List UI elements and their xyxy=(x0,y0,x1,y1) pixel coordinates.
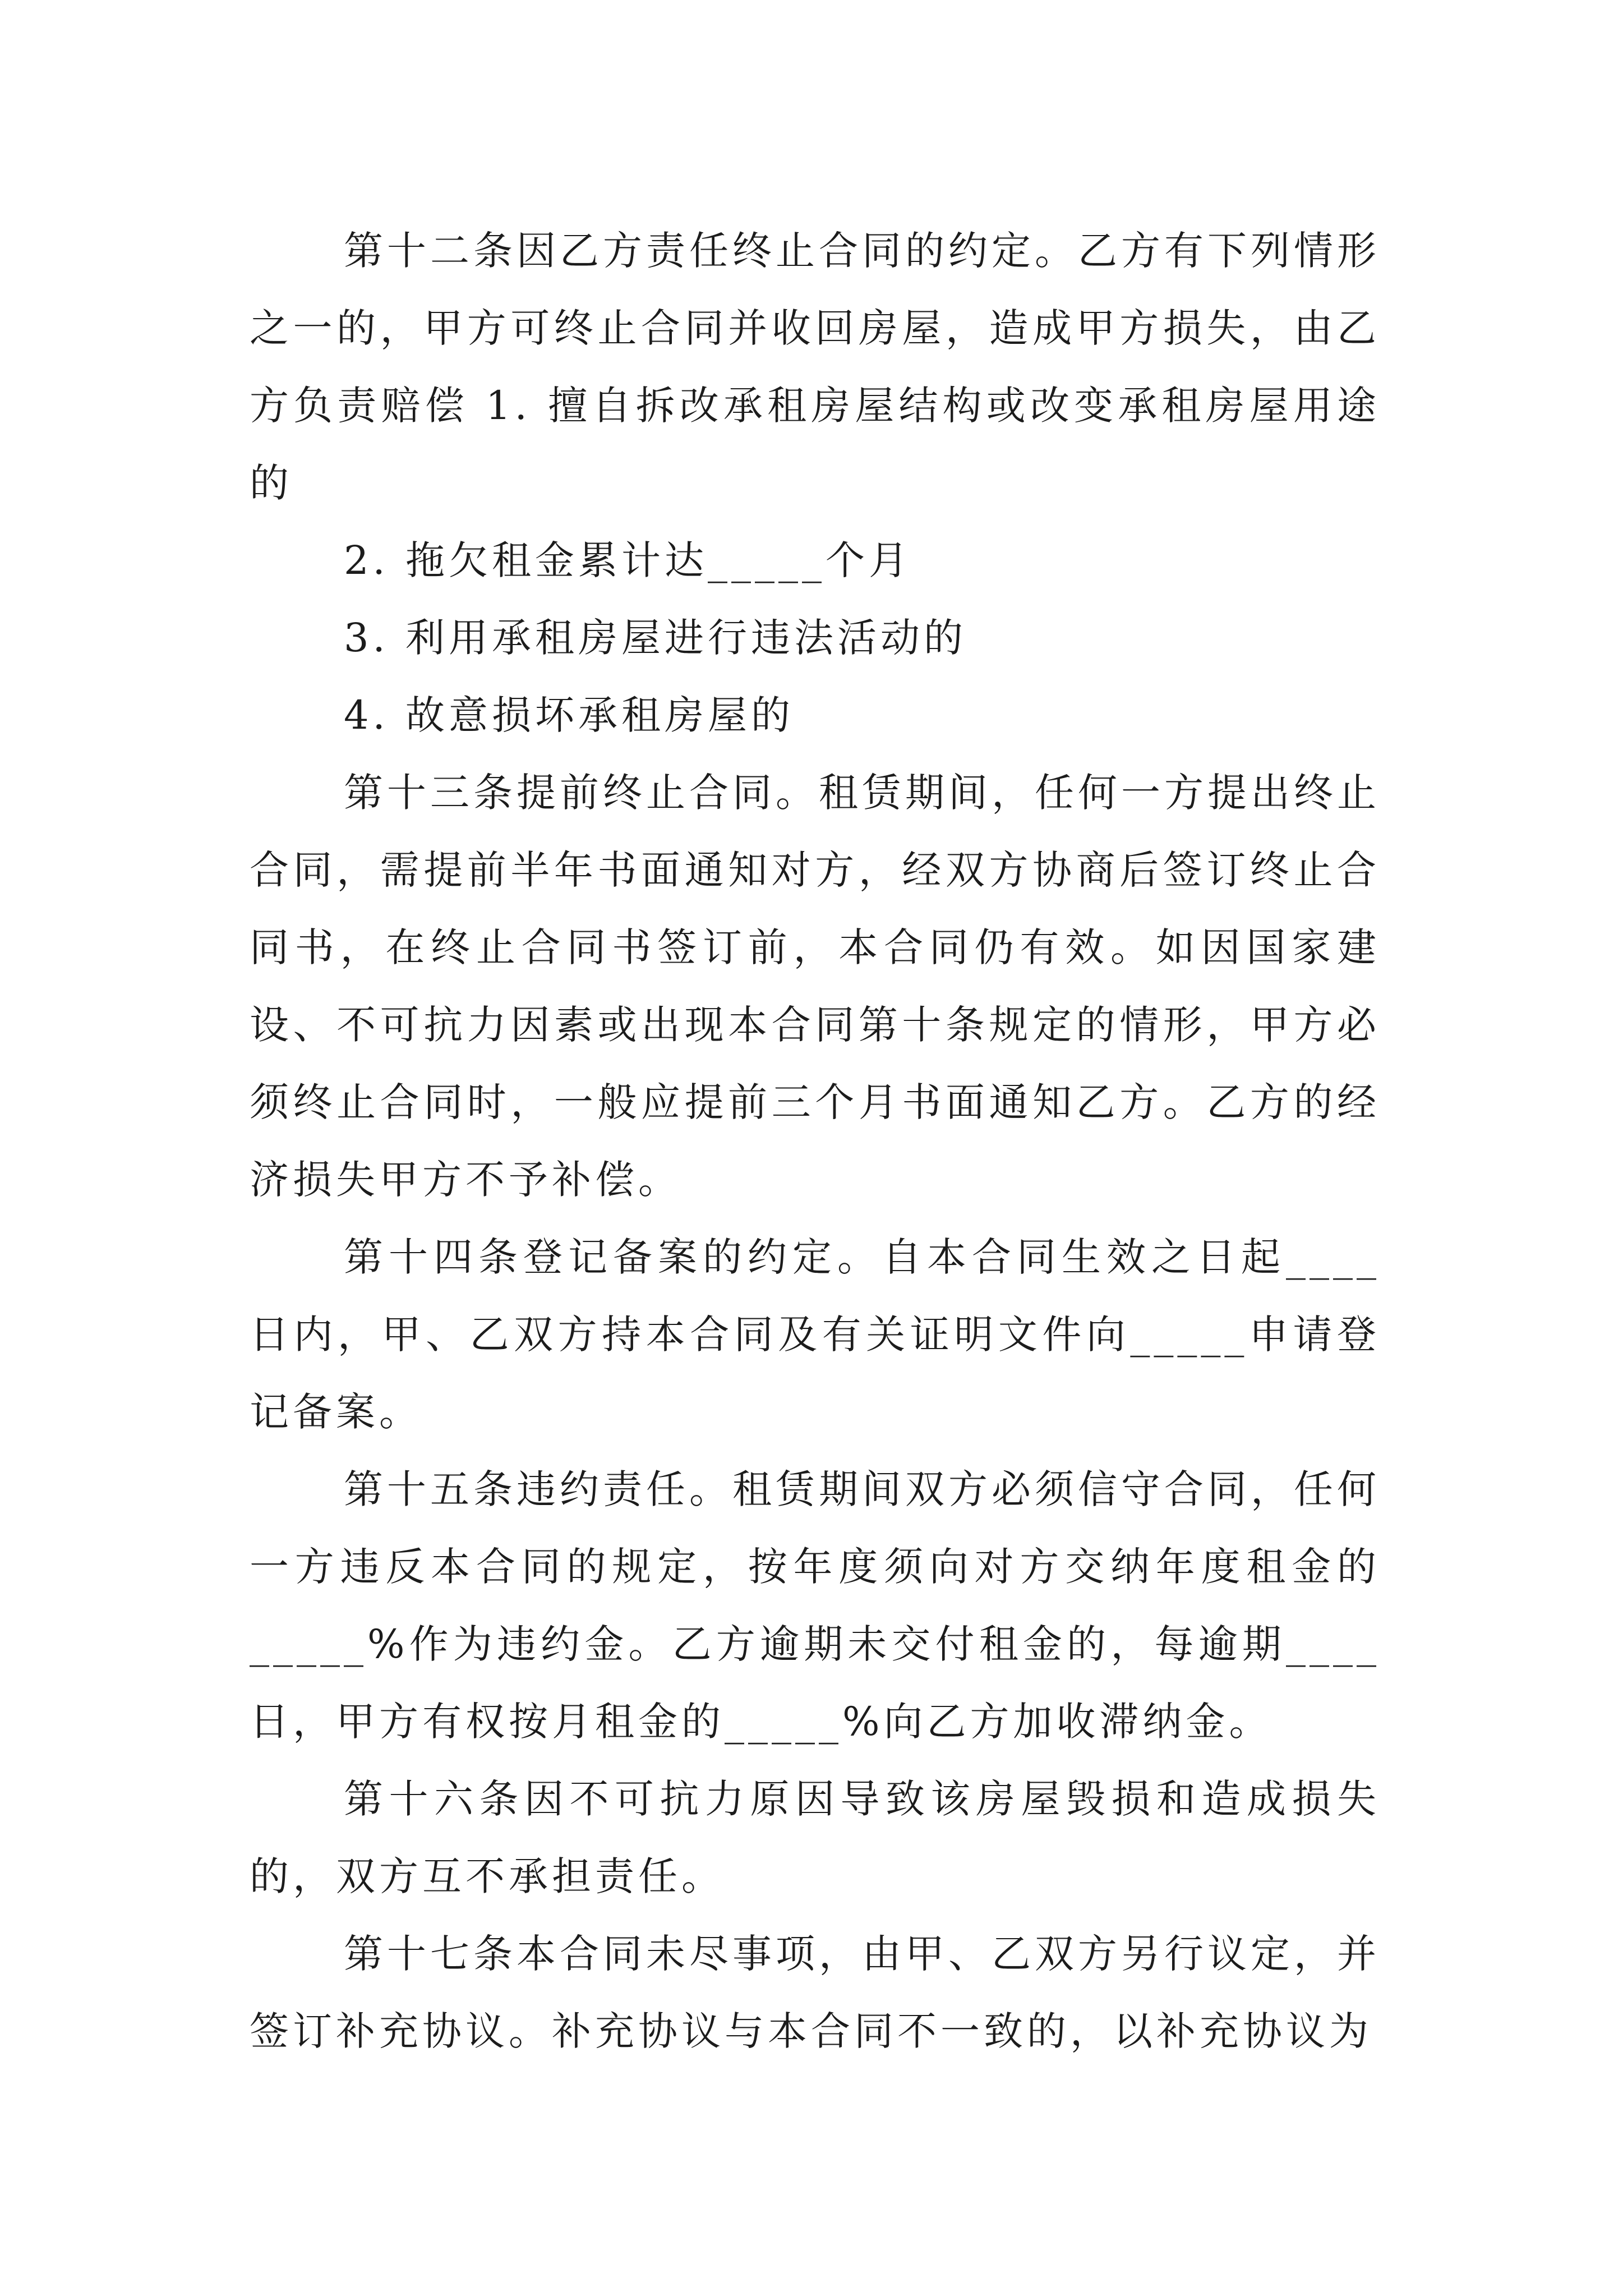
document-body xyxy=(250,212,1380,2070)
article-16-paragraph: 第十六条因不可抗力原因导致该房屋毁损和造成损失的，双方互不承担责任。 xyxy=(250,1776,1380,1899)
article-17-paragraph: 第十七条本合同未尽事项，由甲、乙双方另行议定，并签订补充协议。补充协议与本合同不一致的，以补充协议为 xyxy=(250,1931,1380,2054)
article-12-item-3: 3. 利用承租房屋进行违法活动的 xyxy=(344,615,967,661)
article-15-paragraph: 第十五条违约责任。租赁期间双方必须信守合同，任何一方违反本合同的规定，按年度须向对方交纳年度租金的_____%作为违约金。乙方逾期未交付租金的，每逾期____日，甲方有权按月租金的_____%向乙方加收滞纳金。 xyxy=(250,1466,1380,1745)
article-13-paragraph: 第十三条提前终止合同。租赁期间，任何一方提出终止合同，需提前半年书面通知对方，经双方协商后签订终止合同书，在终止合同书签订前，本合同仍有效。如因国家建设、不可抗力因素或出现本合同第十条规定的情形，甲方必须终止合同时，一般应提前三个月书面通知乙方。乙方的经济损失甲方不予补偿。 xyxy=(250,770,1380,1203)
article-12-item-4: 4. 故意损坏承租房屋的 xyxy=(344,692,795,738)
article-14-paragraph: 第十四条登记备案的约定。自本合同生效之日起____日内，甲、乙双方持本合同及有关证明文件向_____申请登记备案。 xyxy=(250,1234,1380,1435)
article-12-item-2: 2. 拖欠租金累计达_____个月 xyxy=(344,537,912,583)
article-12-paragraph: 第十二条因乙方责任终止合同的约定。乙方有下列情形之一的，甲方可终止合同并收回房屋，造成甲方损失，由乙方负责赔偿 1. 擅自拆改承租房屋结构或改变承租房屋用途的 xyxy=(250,228,1380,506)
